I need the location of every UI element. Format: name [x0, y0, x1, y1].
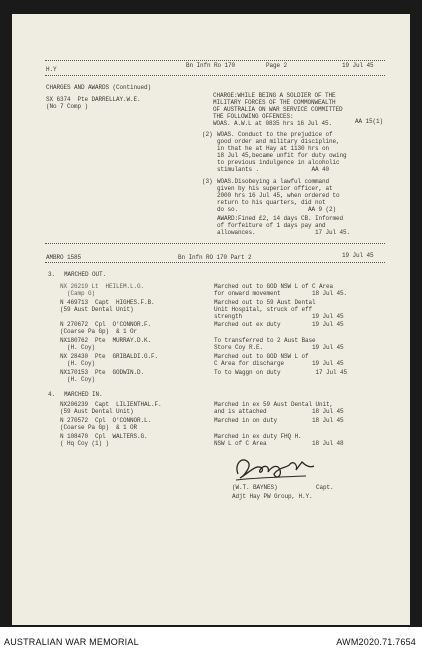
offence-line: to previous indulgence in alcoholic	[217, 159, 340, 166]
dotted-rule	[45, 75, 385, 76]
movement-line: C Area for discharge 19 Jul 45	[214, 360, 344, 367]
movement-line: Store Coy R.E. 19 Jul 45	[214, 344, 344, 351]
movement-line: NSW L of C Area 18 Jul 48	[214, 440, 344, 447]
dotted-rule	[45, 60, 385, 61]
header-date: 19 Jul 45	[342, 62, 374, 69]
movement-line: Unit Hospital, struck of eff	[214, 306, 313, 313]
movement-line: To transferred to 2 Aust Base	[214, 337, 316, 344]
personnel-line: N 108470 Cpl WALTERS.G.	[60, 433, 148, 440]
section-title: CHARGES AND AWARDS (Continued)	[46, 84, 152, 91]
personnel-line: ( Hq Coy (1) )	[60, 440, 110, 447]
offence-line: 18 Jul 45,became unfit for duty owing	[217, 152, 347, 159]
charge-line: THE FOLLOWING OFFENCES:	[213, 113, 294, 120]
personnel-line: (Coarse Pa Gp) & 1 Or	[60, 328, 138, 335]
offence-line: WOAS. Conduct to the prejudice of	[217, 131, 333, 138]
section-number: 3.	[48, 271, 56, 278]
offence-line: 2000 hrs 16 Jul 45, when ordered to	[217, 192, 340, 199]
personnel-line: N 270672 Cpl O'CONNOR.F.	[60, 321, 152, 328]
offence-line: stimulants . AA 40	[217, 166, 330, 173]
section-title: MARCHED IN.	[64, 391, 103, 398]
header-order: Bn Infn Ro 170	[186, 62, 236, 69]
offence-line: given by his superior officer, at	[217, 185, 333, 192]
item-number: (3)	[202, 178, 213, 185]
personnel-line: NX170153 Pte GODWIN.D.	[60, 369, 145, 376]
army-act-reference: AA 15(1)	[355, 118, 384, 125]
movement-line: Marched out to 59 Aust Dental	[214, 299, 316, 306]
personnel-line: N 270572 Cpl O'CONNOR.L.	[60, 417, 152, 424]
offence-line: do so. AA 9 (2)	[217, 206, 337, 213]
movement-line: To to Waggn on duty 17 Jul 45	[214, 369, 348, 376]
movement-line: Marched in on duty 18 Jul 45	[214, 417, 344, 424]
personnel-line: NX 26219 Lt HEILEM.L.G.	[60, 283, 145, 290]
dotted-rule	[45, 243, 385, 244]
rank-name: Pte DARRELLAY.W.E.	[77, 96, 141, 103]
signatory-name: (W.T. BAYNES)	[232, 484, 278, 491]
movement-line: Marched in ex duty FHQ H.	[214, 433, 302, 440]
personnel-line: (H. Coy)	[60, 376, 96, 383]
award-line: of forfeiture of 1 days pay and	[217, 222, 326, 229]
personnel-line: NX 28430 Pte GRIBALDI.G.F.	[60, 353, 159, 360]
item-number: (2)	[202, 131, 213, 138]
movement-line: Marched in ex 59 Aust Dental Unit,	[214, 401, 334, 408]
personnel-line: NX206239 Capt LILIENTHAL.F.	[60, 401, 162, 408]
soldier-entry	[46, 96, 141, 103]
offence-line: return to his quarters, did not	[217, 199, 326, 206]
header-date: 19 Jul 45	[342, 252, 374, 259]
header-unit: H.Y	[46, 66, 57, 73]
signatory-rank: Capt.	[316, 484, 334, 491]
service-number: SX 6374	[46, 96, 71, 103]
award-line: AWARD:Fined £2, 14 days CB. Informed	[217, 215, 344, 222]
charge-line: OF AUSTRALIA ON WAR SERVICE COMMITTED	[213, 106, 343, 113]
footer-accession-number: AWM2020.71.7654	[336, 637, 416, 647]
personnel-line: (Coarse Pa Gp) & 1 OR	[60, 424, 138, 431]
archive-footer	[0, 630, 422, 653]
offence-line: WOAS.Disobeying a lawful command	[217, 178, 330, 185]
movement-line: Marched out to GOD NSW L of	[214, 353, 309, 360]
personnel-line: N 469713 Capt HIGHES.F.B.	[60, 299, 155, 306]
dotted-rule	[45, 262, 385, 263]
movement-line: and is attached 18 Jul 45	[214, 408, 344, 415]
personnel-line: (Camp G)	[60, 290, 96, 297]
signatory-appointment: Adjt Hay PW Group, H.Y.	[232, 493, 313, 500]
movement-line: strength 19 Jul 45	[214, 313, 344, 320]
charge-line: WOAS. A.W.L at 0835 hrs 16 Jul 45.	[213, 120, 333, 127]
footer-institution: AUSTRALIAN WAR MEMORIAL	[4, 637, 139, 647]
offence-line: good order and military discipline,	[217, 138, 340, 145]
award-line: allowances. 17 Jul 45.	[217, 229, 351, 236]
header-page: Page 2	[266, 62, 288, 69]
charge-line: CHARGE:WHILE BEING A SOLDIER OF THE	[213, 92, 336, 99]
personnel-line: NX180762 Pte MURRAY.D.K.	[60, 337, 152, 344]
movement-line: for onward movement 18 Jul 45.	[214, 290, 348, 297]
soldier-coy: (No 7 Comp )	[46, 103, 89, 110]
charge-line: MILITARY FORCES OF THE COMMONWEALTH	[213, 99, 336, 106]
personnel-line: (H. Coy)	[60, 344, 96, 351]
movement-line: Marched out ex duty 19 Jul 45	[214, 321, 344, 328]
header-order: Bn Infn RO 170 Part 2	[178, 254, 252, 261]
header-unit: AMBRO 1585	[46, 254, 82, 261]
personnel-line: (H. Coy)	[60, 360, 96, 367]
offence-line: in that he at Hay at 1130 hrs on	[217, 145, 330, 152]
section-title: MARCHED OUT.	[64, 271, 107, 278]
movement-line: Marched out to GOD NSW L of C Area	[214, 283, 334, 290]
personnel-line: (59 Aust Dental Unit)	[60, 408, 134, 415]
handwritten-signature	[228, 452, 318, 484]
personnel-line: (59 Aust Dental Unit)	[60, 306, 134, 313]
section-number: 4.	[48, 391, 56, 398]
